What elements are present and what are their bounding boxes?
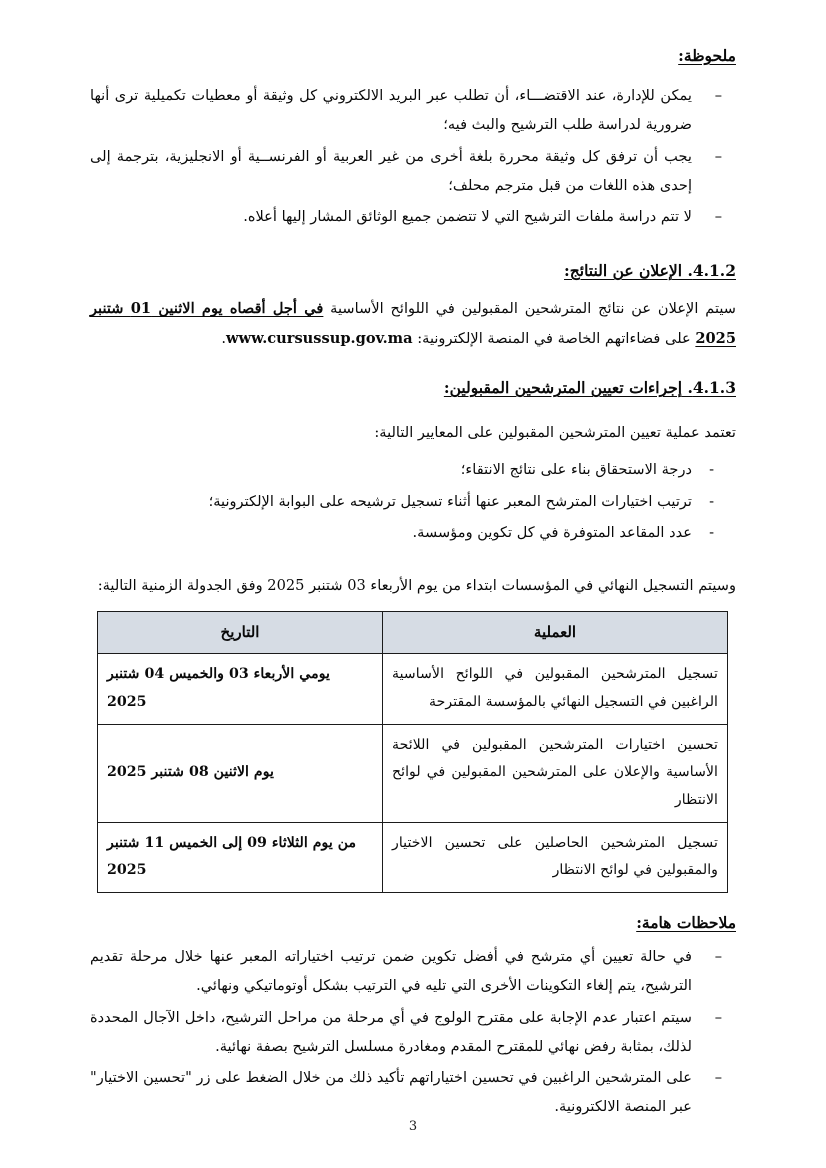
schedule-date-cell: من يوم الثلاثاء 09 إلى الخميس 11 شتنبر 2025 bbox=[98, 822, 383, 892]
important-note-item: – سيتم اعتبار عدم الإجابة على مقترح الولوج في أي مرحلة من مراحل الترشيح، داخل الآجال المحددة لذلك، بمثابة رفض نهائي للمقترح المقدم ومغادرة مسلسل الترشيح بصفة نهائية. bbox=[90, 1003, 736, 1061]
schedule-table bbox=[97, 611, 728, 893]
table-row bbox=[98, 724, 728, 822]
note-section bbox=[90, 44, 736, 231]
important-note-item: – على المترشحين الراغبين في تحسين اختياراتهم تأكيد ذلك من خلال الضغط على زر "تحسين الاختيار" عبر المنصة الالكترونية. bbox=[90, 1063, 736, 1121]
results-deadline-emphasis: في أجل أقصاه يوم الاثنين 01 شتنبر 2025 bbox=[90, 300, 736, 348]
platform-url[interactable]: www.cursussup.gov.ma bbox=[225, 330, 413, 348]
important-notes-list bbox=[90, 942, 736, 1121]
schedule-table-header-date: التاريخ bbox=[98, 611, 383, 653]
criteria-list-item: - ترتيب اختيارات المترشح المعبر عنها أثناء تسجيل ترشيحه على البوابة الإلكترونية؛ bbox=[90, 487, 736, 516]
results-section-heading: 4.1.2. الإعلان عن النتائج: bbox=[564, 261, 736, 281]
note-list-item: – يمكن للإدارة، عند الاقتضـــاء، أن تطلب عبر البريد الالكتروني كل وثيقة أو معطيات تكميلية ترى أنها ضرورية لدراسة طلب الترشيح والبث فيه؛ bbox=[90, 81, 736, 139]
note-section-heading: ملحوظة: bbox=[678, 46, 736, 65]
schedule-operation-cell: تسجيل المترشحين الحاصلين على تحسين الاختيار والمقبولين في لوائح الانتظار bbox=[383, 822, 728, 892]
schedule-operation-cell: تسجيل المترشحين المقبولين في اللوائح الأساسية الراغبين في التسجيل النهائي بالمؤسسة المقترحة bbox=[383, 654, 728, 724]
table-row bbox=[98, 654, 728, 724]
schedule-operation-cell: تحسين اختيارات المترشحين المقبولين في اللائحة الأساسية والإعلان على المترشحين المقبولين في لوائح الانتظار bbox=[383, 724, 728, 822]
results-paragraph-part1: سيتم الإعلان عن نتائج المترشحين المقبولين في اللوائح الأساسية bbox=[323, 300, 736, 318]
schedule-table-header-row bbox=[98, 611, 728, 653]
important-note-item: – في حالة تعيين أي مترشح في أفضل تكوين ضمن ترتيب اختياراته المعبر عنها خلال مرحلة تقديم الترشيح، يتم إلغاء التكوينات الأخرى التي تليه في الترتيب بشكل أوتوماتيكي ونهائي. bbox=[90, 942, 736, 1000]
table-row bbox=[98, 822, 728, 892]
schedule-date-cell: يومي الأربعاء 03 والخميس 04 شتنبر 2025 bbox=[98, 654, 383, 724]
criteria-list bbox=[90, 455, 736, 547]
results-paragraph-part2: على فضاءاتهم الخاصة في المنصة الإلكترونية: bbox=[412, 330, 696, 348]
important-notes-heading: ملاحظات هامة: bbox=[636, 912, 736, 932]
criteria-list-item: - درجة الاستحقاق بناء على نتائج الانتقاء؛ bbox=[90, 455, 736, 484]
criteria-list-item: - عدد المقاعد المتوفرة في كل تكوين ومؤسسة. bbox=[90, 518, 736, 547]
schedule-date-cell: يوم الاثنين 08 شتنبر 2025 bbox=[98, 724, 383, 822]
schedule-table-header-operation: العملية bbox=[383, 611, 728, 653]
page-number: 3 bbox=[408, 1119, 418, 1134]
assignment-section bbox=[90, 376, 736, 601]
important-notes-section bbox=[90, 911, 736, 1121]
note-list-item: – يجب أن ترفق كل وثيقة محررة بلغة أخرى من غير العربية أو الفرنســية أو الانجليزية، بترجمة إلى إحدى هذه اللغات من قبل مترجم محلف؛ bbox=[90, 142, 736, 200]
results-paragraph bbox=[90, 294, 736, 354]
assignment-intro-paragraph: تعتمد عملية تعيين المترشحين المقبولين على المعايير التالية: bbox=[374, 423, 736, 441]
results-section bbox=[90, 259, 736, 354]
note-list-item: – لا تتم دراسة ملفات الترشيح التي لا تتضمن جميع الوثائق المشار إليها أعلاه. bbox=[90, 202, 736, 231]
note-list bbox=[90, 81, 736, 231]
results-paragraph-part3: . bbox=[221, 330, 226, 348]
assignment-section-heading: 4.1.3. إجراءات تعيين المترشحين المقبولين: bbox=[443, 378, 736, 398]
schedule-intro-paragraph: وسيتم التسجيل النهائي في المؤسسات ابتداء من يوم الأربعاء 03 شتنبر 2025 وفق الجدولة الزمنية التالية: bbox=[97, 576, 736, 594]
